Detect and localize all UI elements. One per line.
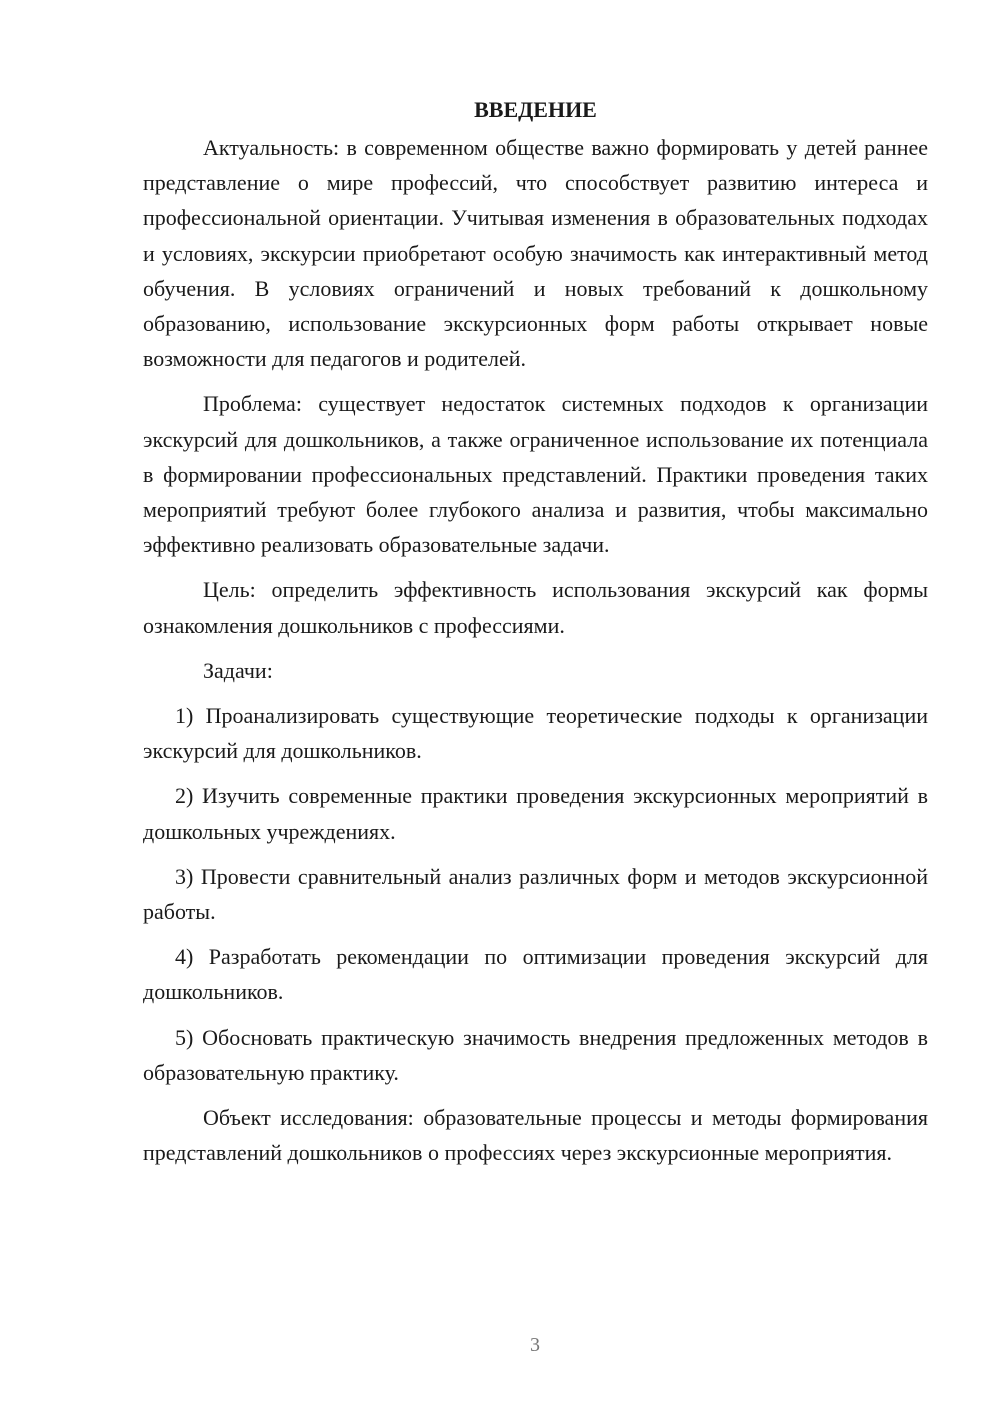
tasks-heading: Задачи: [203, 657, 273, 683]
task-item: 1) Проанализировать существующие теоретические подходы к организации экскурсий для дошкольников. [143, 703, 928, 764]
research-object-paragraph: Объект исследования: образовательные процессы и методы формирования представлений дошкольников о профессиях через экскурсионные мероприятия. [143, 1105, 928, 1166]
task-item: 2) Изучить современные практики проведения экскурсионных мероприятий в дошкольных учреждениях. [143, 783, 928, 844]
task-item: 4) Разработать рекомендации по оптимизации проведения экскурсий для дошкольников. [143, 944, 928, 1005]
problem-paragraph: Проблема: существует недостаток системных подходов к организации экскурсий для дошкольников, а также ограниченное использование их потенциала в формировании профессиональных представлений. Практики проведения таких мероприятий требуют более глубокого анализа и развития, чтобы максимально эффективно реализовать образовательные задачи. [143, 391, 928, 558]
relevance-paragraph: Актуальность: в современном обществе важно формировать у детей раннее представление о мире профессий, что способствует развитию интереса и профессиональной ориентации. Учитывая изменения в образовательных подходах и условиях, экскурсии приобретают особую значимость как интерактивный метод обучения. В условиях ограничений и новых требований к дошкольному образованию, использование экскурсионных форм работы открывает новые возможности для педагогов и родителей. [143, 135, 928, 372]
task-item: 5) Обосновать практическую значимость внедрения предложенных методов в образовательную практику. [143, 1024, 928, 1085]
goal-paragraph: Цель: определить эффективность использования экскурсий как формы ознакомления дошкольников с профессиями. [143, 577, 928, 638]
section-title: ВВЕДЕНИЕ [474, 97, 597, 122]
page-number: 3 [530, 1334, 540, 1356]
document-body [143, 92, 928, 1170]
task-item: 3) Провести сравнительный анализ различных форм и методов экскурсионной работы. [143, 863, 928, 925]
